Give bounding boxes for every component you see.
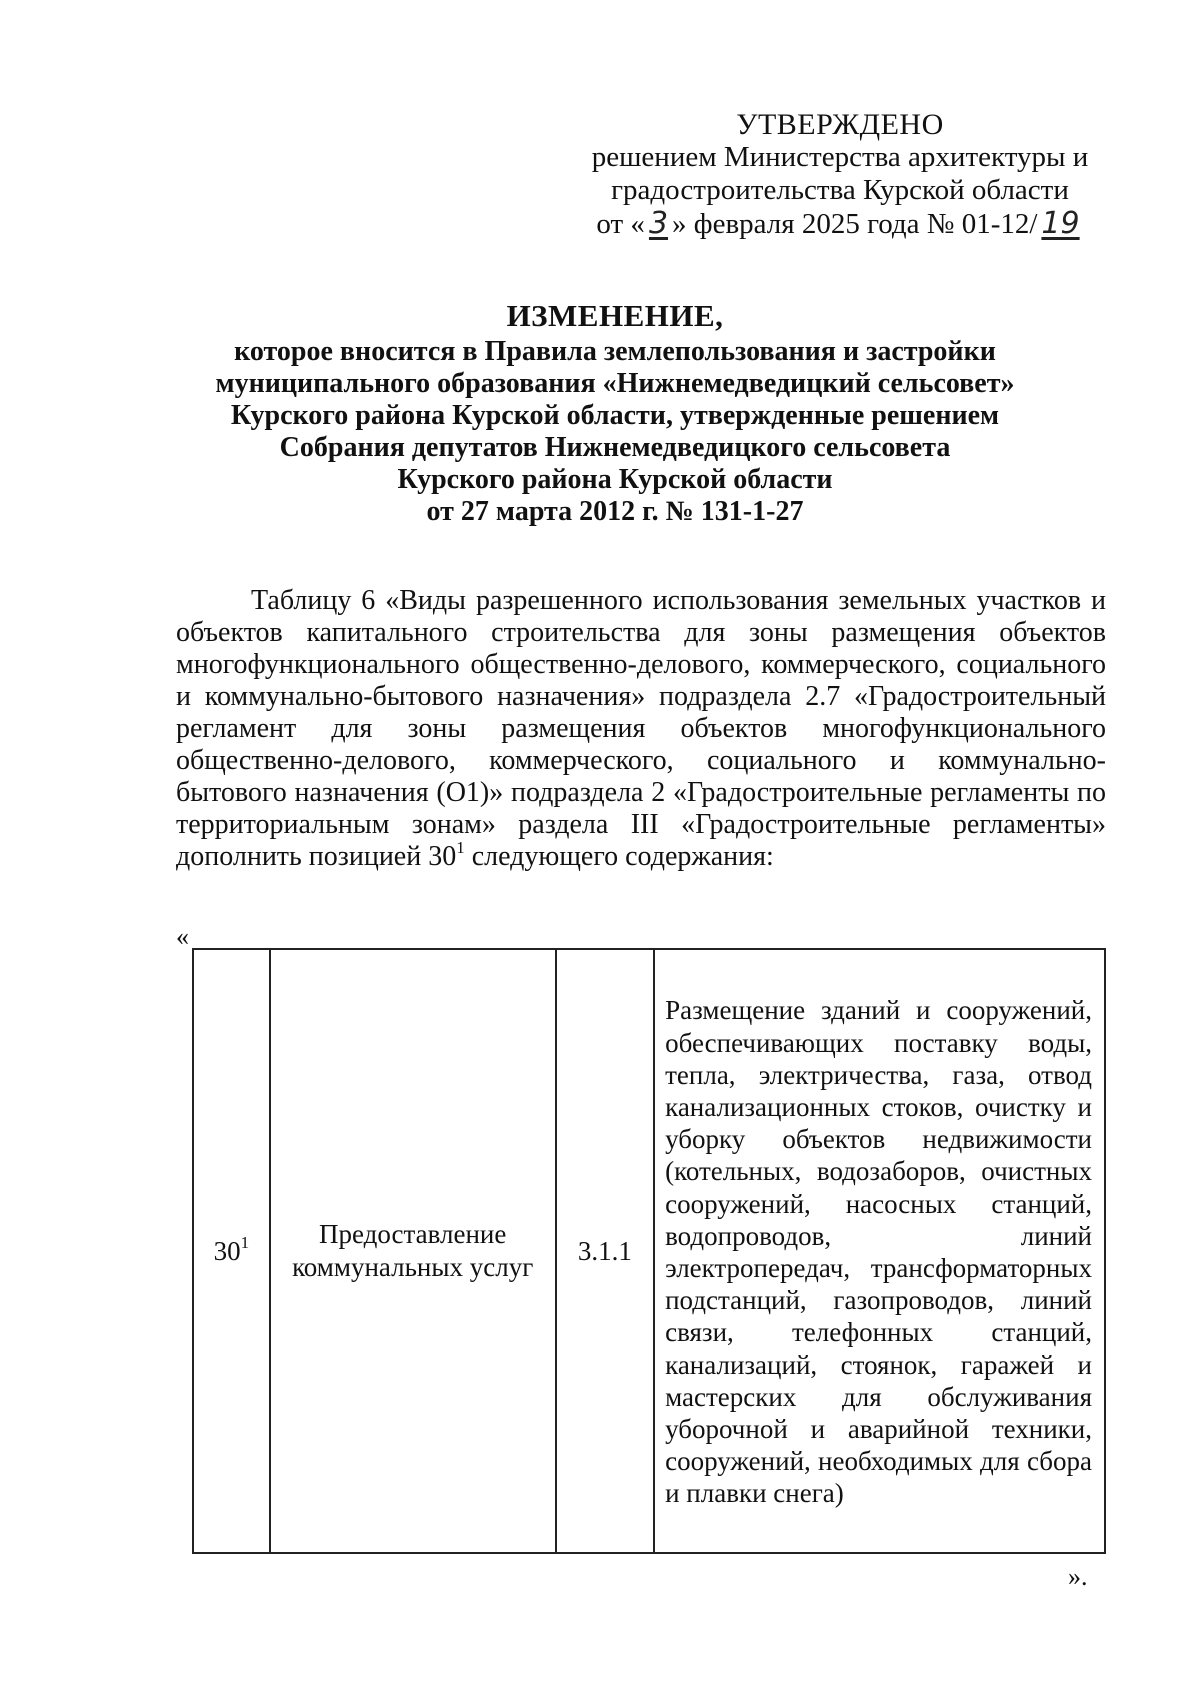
paragraph-text: [176, 585, 1106, 873]
table-row: [193, 949, 1105, 1553]
approval-date-middle: » февраля 2025 года № 01-12/: [672, 208, 1038, 240]
amendment-table: [192, 948, 1106, 1554]
heading-line-1: которое вносится в Правила землепользования и застройки: [234, 336, 996, 367]
use-name-cell: Предоставление коммунальных услуг: [270, 949, 556, 1553]
heading-line-6: от 27 марта 2012 г. № 131-1-27: [426, 496, 804, 527]
closing-quote: ».: [1068, 1562, 1088, 1591]
handwritten-number: 19: [1041, 206, 1080, 241]
document-title: ИЗМЕНЕНИЕ,: [506, 298, 724, 333]
approval-line-2: градостроительства Курской области: [611, 174, 1069, 206]
position-number-cell: [193, 949, 270, 1553]
document-heading: [170, 300, 1060, 528]
approval-stamp: [560, 108, 1120, 241]
use-code-cell: 3.1.1: [556, 949, 654, 1553]
heading-line-4: Собрания депутатов Нижнемедведицкого сельсовета: [279, 432, 951, 463]
use-description-cell: [654, 949, 1105, 1553]
use-description: Размещение зданий и сооружений, обеспечивающих поставку воды, тепла, электричества, газа, отвод канализационных стоков, очистку и уборку объектов недвижимости (котельных, водозаборов, очистных сооружений, насосных станций, водопроводов, линий электропередач, трансформаторных подстанций, газопроводов, линий связи, телефонных станций, канализаций, стоянок, гаражей и мастерских для обслуживания уборочной и аварийной техники, сооружений, необходимых для сбора и плавки снега): [665, 995, 1092, 1509]
position-number: 30: [213, 1235, 241, 1266]
approval-date-line: [560, 207, 1120, 241]
heading-line-2: муниципального образования «Нижнемедведицкий сельсовет»: [215, 368, 1015, 399]
paragraph-superscript: 1: [456, 837, 465, 857]
body-paragraph: [176, 585, 1106, 873]
paragraph-main: Таблицу 6 «Виды разрешенного использования земельных участков и объектов капитального строительства для зоны размещения объектов многофункционального общественно-делового, коммерческого, социального и коммунально-бытового назначения» подраздела 2.7 «Градостроительный регламент для зоны размещения объектов многофункционального общественно-делового, коммерческого, социального и коммунально-бытового назначения (О1)» подраздела 2 «Градостроительные регламенты по территориальным зонам» раздела III «Градостроительные регламенты» дополнить позицией 30: [176, 585, 1106, 872]
heading-line-5: Курского района Курской области: [397, 464, 833, 495]
paragraph-tail: следующего содержания:: [464, 841, 774, 872]
approval-line-1: решением Министерства архитектуры и: [591, 141, 1089, 173]
opening-quote: «: [176, 922, 189, 951]
approval-title: УТВЕРЖДЕНО: [736, 108, 944, 141]
position-number-superscript: 1: [240, 1232, 250, 1252]
handwritten-day: 3: [648, 206, 669, 241]
heading-line-3: Курского района Курской области, утвержденные решением: [230, 400, 1000, 431]
approval-date-prefix: от «: [596, 208, 645, 240]
